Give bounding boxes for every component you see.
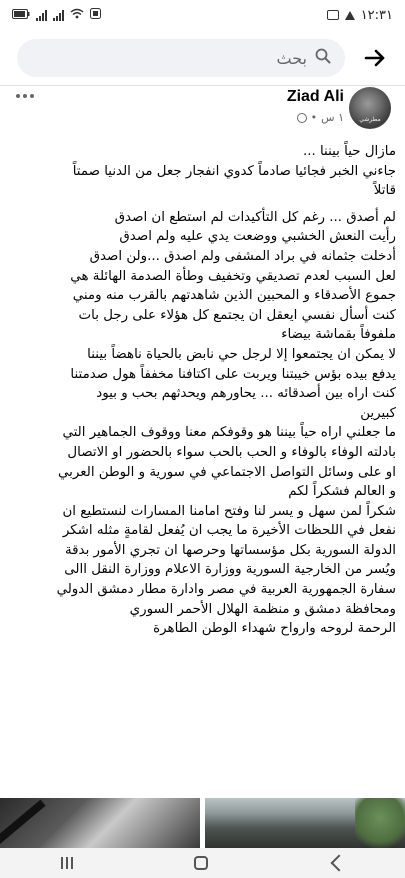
post-paragraph: لم أصدق ... رغم كل التأكيدات لم استطع ان اصدق [114,209,396,225]
square-icon [327,10,339,20]
recent-apps-icon[interactable] [61,857,73,869]
post-paragraph: أدخلت جثمانه في براد المشفى ولم اصدق ...ولن اصدق [89,248,396,264]
battery-icon [12,8,30,22]
funeral-crowd-image[interactable] [205,798,405,848]
search-row [0,36,405,80]
back-icon[interactable] [330,855,347,872]
arrow-right-icon[interactable] [361,45,389,71]
post-paragraph: جاءني الخبر فجائيا صادماً كدوي انفجار جعل من الدنيا صمتاً قاتلاً [72,163,396,199]
post-paragraph: رأيت النعش الخشبي ووضعت يدي عليه ولم اصدق [119,229,396,245]
clock: ١٢:٣١ [360,7,393,23]
nav-bar [0,848,405,878]
post-paragraph: كنت أسأل نفسي ايعقل ان يجتمع كل هؤلاء على رجل بات ملفوفاً بقماشة بيضاء [78,307,396,343]
status-bar [0,0,405,30]
post-meta [290,111,344,124]
post-paragraph: شكراً لمن سهل و يسر لنا وفتح امامنا المسارات لنستطيع ان نفعل في اللحظات الأخيرة ما يجب ان يُفعل لقامةٍ مثله اشكر الدولة السورية بكل مؤسساتها وحرصها ان تجري الأمور بدقة ويُسر من الخارجية السورية ووزارة الاعلام ووزارة النقل االى سفارة الجمهورية العربية في مصر وادارة مطار دمشق الدولي ومحافظة دمشق و منظمة الهلال الأحمر السوري الرحمة لروحه وارواح شهداء الوطن الطاهرة [56,503,396,637]
post-body [8,142,396,639]
post-paragraph: مازال حياً بيننا ... [302,144,396,159]
memorial-portrait-image[interactable] [0,798,200,848]
avatar-caption: مطرشي [359,116,381,123]
post-paragraph: ما جعلني اراه حياً بيننا هو وقوفكم معنا ووقوف الجماهير التي بادلته الوفاء بالوفاء و الحب بالحب سواء بالحضور او الاتصال او على وسائل التواصل الاجتماعي في سورية و الوطن العربي و العالم فشكراً لكم [58,425,396,500]
post-paragraph: كنت اراه بين أصدقائه ... يحاورهم ويحدثهم بحب و بيود كبيرين [96,386,396,421]
signal-icon [36,10,47,21]
post-paragraph: لعل السبب لعدم تصديقي وتخفيف وطأة الصدمة الهائلة هي [70,268,396,284]
status-icons-left [12,8,101,22]
header-divider [0,85,405,86]
mourning-ribbon [0,800,46,845]
home-icon[interactable] [194,856,208,870]
search-input[interactable] [17,39,345,77]
signal-icon [53,10,64,21]
post-images [0,798,405,848]
wifi-icon [70,8,84,22]
post-paragraph: جموع الأصدقاء و المحبين الذين شاهدتهم بالقرب منه ومني [72,288,396,304]
post-time[interactable]: ١ س [321,111,344,124]
post-paragraph: لا يمكن ان يجتمعوا إلا لرجل حي نابض بالحياة ناهضاً بيننا [87,346,396,362]
triangle-icon [345,11,355,20]
tree-shape [355,798,405,848]
status-icons-right [327,8,393,23]
notification-icon [90,8,101,22]
search-icon [315,48,331,68]
more-dots-icon[interactable] [16,94,34,98]
globe-icon [297,113,307,123]
search-placeholder: بحث [276,48,307,68]
avatar[interactable] [349,87,391,129]
post-author[interactable]: Ziad Ali [286,88,344,105]
post-paragraph: يدفع بيده بؤس خيبتنا ويربت على اكتافنا مخففاً هول صدمتنا [70,366,396,382]
meta-dot: • [310,111,318,124]
